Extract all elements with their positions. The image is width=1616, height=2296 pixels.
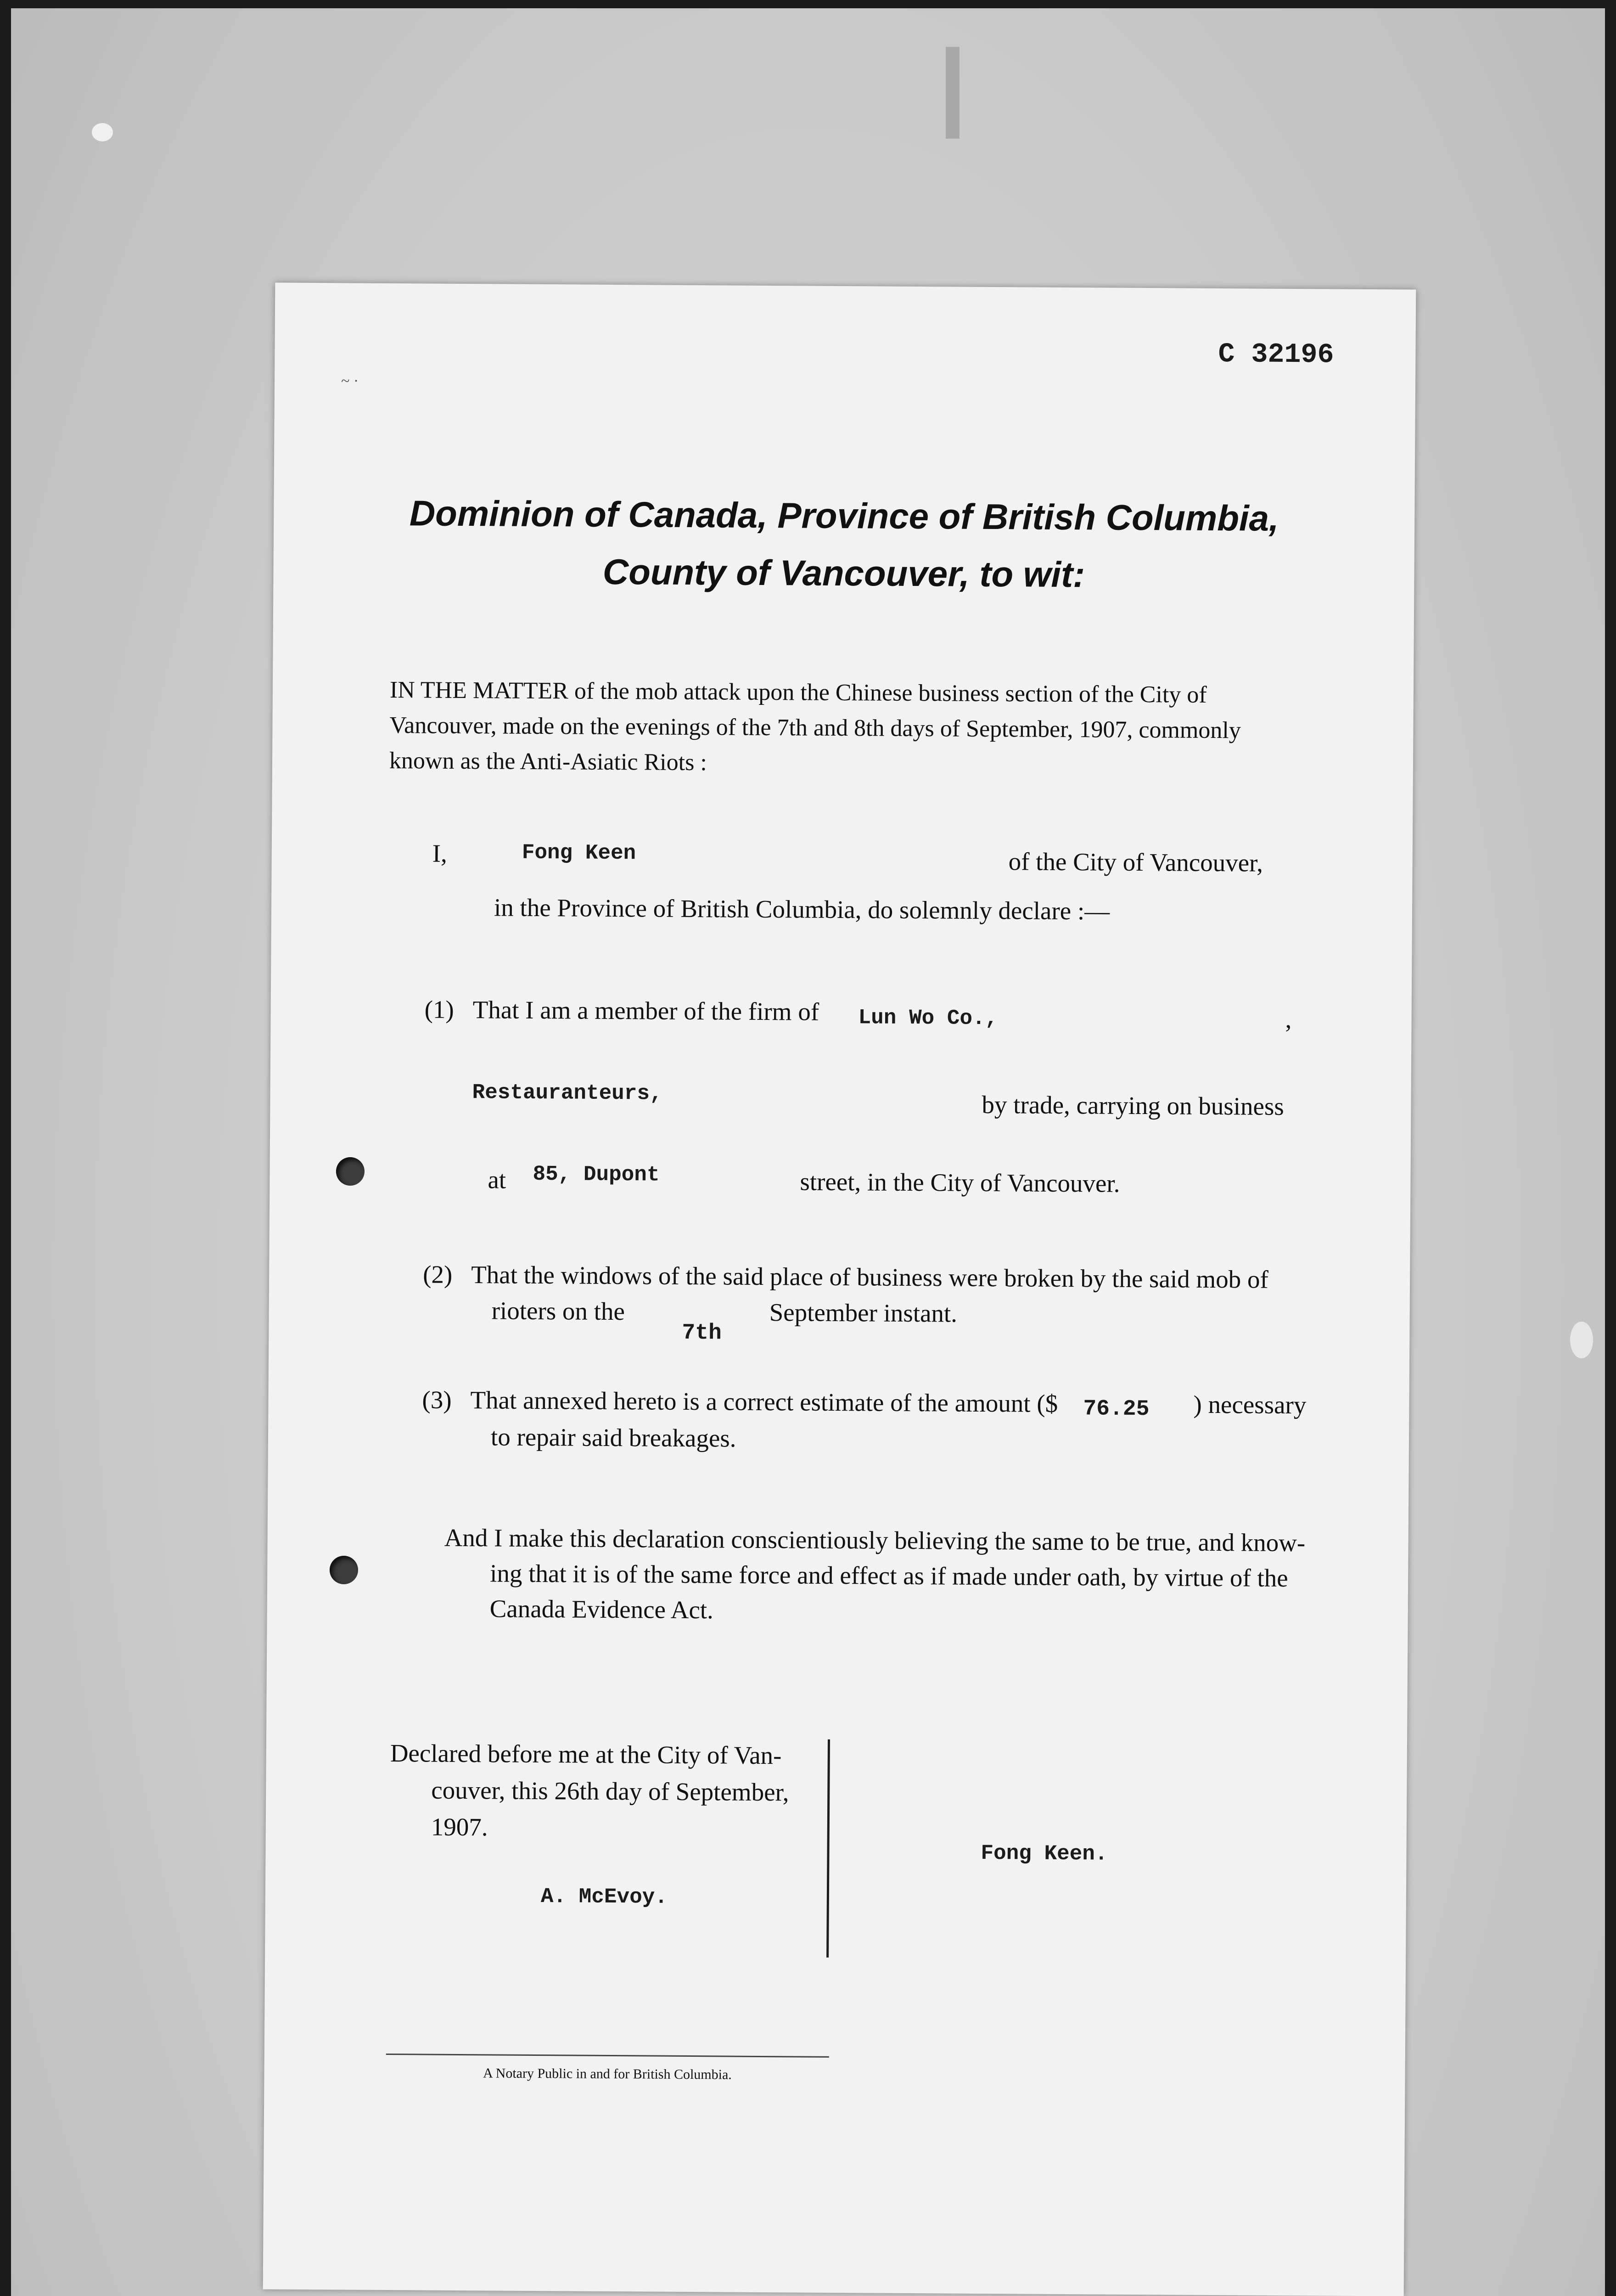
declarant-city: of the City of Vancouver, — [1008, 847, 1263, 877]
heading-line-2: County of Vancouver, to wit: — [602, 551, 1085, 595]
clause-3-line-2: to repair said breakages. — [490, 1423, 736, 1452]
notary-caption: A Notary Public in and for British Columbia. — [483, 2065, 732, 2082]
microfilm-background — [11, 8, 1605, 2296]
trade-name: Restauranteurs, — [472, 1080, 662, 1106]
faint-pencil-mark: ~ · — [341, 372, 359, 390]
trade-text: by trade, carrying on business — [982, 1090, 1284, 1120]
heading-line-1: Dominion of Canada, Province of British Columbia, — [409, 493, 1279, 539]
preamble-line-2: Vancouver, made on the evenings of the 7th and 8th days of September, 1907, commonly — [389, 712, 1241, 744]
declared-line-2: couver, this 26th day of September, — [431, 1776, 789, 1806]
binder-hole — [336, 1157, 365, 1186]
riot-date: 7th — [682, 1320, 722, 1346]
clause-3-line-1-end: ) necessary — [1193, 1390, 1307, 1419]
declarant-signature: Fong Keen. — [981, 1841, 1108, 1866]
notary-rule — [386, 2054, 829, 2058]
closing-line-2: ing that it is of the same force and effect as if made under oath, by virtue of the — [490, 1559, 1288, 1592]
notary-name: A. McEvoy. — [540, 1885, 668, 1909]
signature-bracket-line — [826, 1739, 830, 1958]
closing-line-3: Canada Evidence Act. — [489, 1594, 714, 1624]
clause-2-line-1: That the windows of the said place of business were broken by the said mob of — [471, 1261, 1269, 1294]
declared-line-1: Declared before me at the City of Van- — [390, 1739, 782, 1770]
street-text: street, in the City of Vancouver. — [800, 1167, 1120, 1198]
address-prefix: at — [488, 1165, 506, 1194]
firm-name: Lun Wo Co., — [858, 1006, 998, 1031]
clause-3-line-1-start: That annexed hereto is a correct estimate of the amount ($ — [470, 1386, 1058, 1418]
clause-1-number: (1) — [424, 995, 454, 1024]
clause-3-number: (3) — [422, 1385, 452, 1414]
declarant-province: in the Province of British Columbia, do solemnly declare :— — [494, 893, 1110, 925]
clause-2-number: (2) — [422, 1260, 453, 1289]
preamble-line-1: IN THE MATTER of the mob attack upon the Chinese business section of the City of — [389, 676, 1207, 708]
film-speck — [92, 123, 113, 141]
clause-2-line-2-end: September instant. — [769, 1298, 958, 1328]
preamble-line-3: known as the Anti-Asiatic Riots : — [389, 747, 707, 776]
clause-1-comma: , — [1285, 1005, 1292, 1034]
business-address: 85, Dupont — [533, 1162, 660, 1187]
declared-line-3: 1907. — [431, 1812, 488, 1841]
binder-hole — [330, 1556, 358, 1584]
damage-amount: 76.25 — [1083, 1396, 1150, 1422]
clip-mark — [946, 47, 960, 139]
clause-1-text: That I am a member of the firm of — [472, 996, 819, 1026]
film-speck — [1570, 1322, 1593, 1358]
closing-line-1: And I make this declaration conscientiously believing the same to be true, and know- — [444, 1523, 1306, 1557]
reference-number: C 32196 — [1218, 339, 1334, 371]
clause-2-line-2-start: rioters on the — [491, 1296, 625, 1326]
declaration-sheet — [263, 282, 1416, 2296]
declarant-prefix: I, — [432, 839, 448, 867]
declarant-name: Fong Keen — [522, 840, 636, 866]
